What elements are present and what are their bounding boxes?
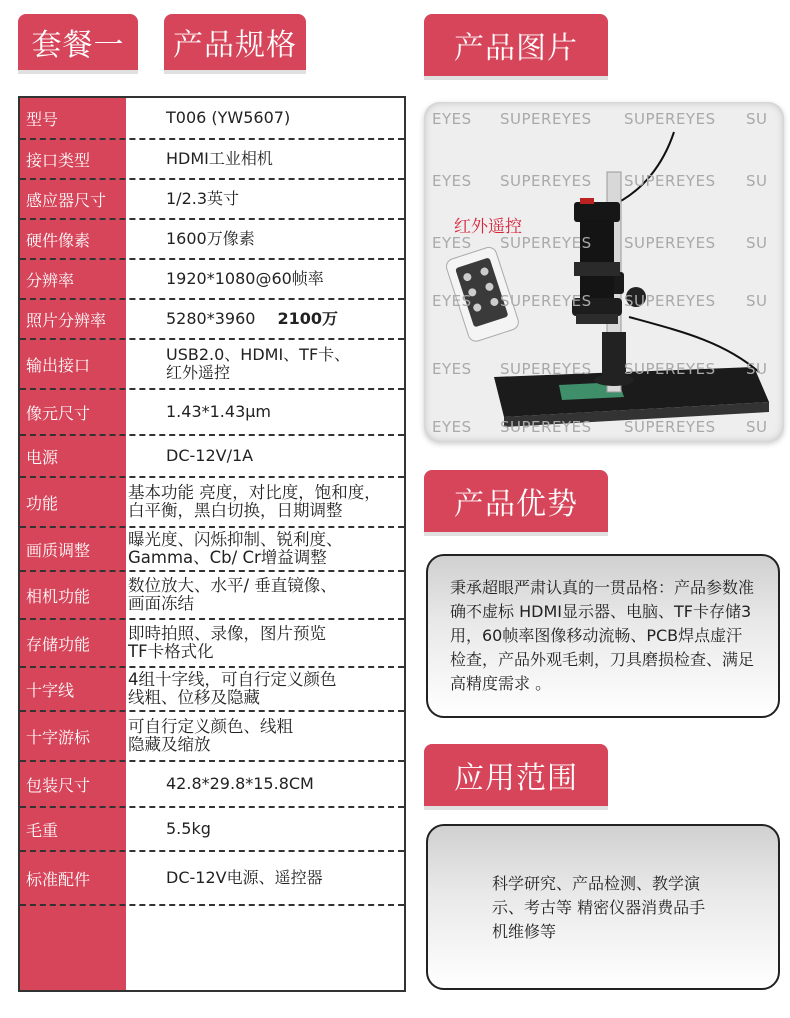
spec-label: 十字线 <box>26 680 75 700</box>
spec-label: 包装尺寸 <box>26 775 91 795</box>
spec-label: 画质调整 <box>26 540 91 560</box>
product-image-panel <box>424 102 784 442</box>
spec-label: 硬件像素 <box>26 230 91 250</box>
spec-label: 毛重 <box>26 820 59 840</box>
watermark-text: EYES <box>432 110 472 128</box>
watermark-text: SU <box>746 172 768 190</box>
watermark-text: SUPEREYES <box>624 418 716 436</box>
tag-package: 套餐一 <box>18 14 138 70</box>
application-text: 科学研究、产品检测、教学演示、考古等 精密仪器消费品手机维修等 <box>492 874 706 941</box>
watermark-text: SUPEREYES <box>500 292 592 310</box>
watermark-text: EYES <box>432 418 472 436</box>
watermark-text: EYES <box>432 172 472 190</box>
spec-value: HDMI工业相机 <box>166 149 273 168</box>
spec-row <box>20 300 404 340</box>
watermark-text: SU <box>746 234 768 252</box>
spec-value: DC-12V电源、遥控器 <box>166 868 323 887</box>
advantage-box <box>426 554 780 718</box>
watermark-text: SUPEREYES <box>624 234 716 252</box>
spec-label: 接口类型 <box>26 150 91 170</box>
spec-value: DC-12V/1A <box>166 446 254 465</box>
spec-label: 十字游标 <box>26 727 91 747</box>
spec-row <box>20 572 404 620</box>
spec-value: 数位放大、水平/ 垂直镜像、 画面冻结 <box>128 576 337 613</box>
spec-value: 曝光度、闪烁抑制、锐利度、 Gamma、Cb/ Cr增益调整 <box>128 530 343 567</box>
spec-row <box>20 436 404 478</box>
watermark-text: SU <box>746 418 768 436</box>
spec-value: 1920*1080@60帧率 <box>166 269 324 288</box>
spec-label: 输出接口 <box>26 355 91 375</box>
spec-row <box>20 478 404 528</box>
spec-value: 1.43*1.43μm <box>166 402 272 421</box>
application-box <box>426 824 780 990</box>
spec-value: 5280*3960 <box>166 309 256 328</box>
watermark-text: EYES <box>432 360 472 378</box>
spec-value: 基本功能 亮度，对比度，饱和度， 白平衡，黑白切换，日期调整 <box>128 483 381 520</box>
watermark-text: SU <box>746 292 768 310</box>
spec-row <box>20 808 404 852</box>
spec-table <box>18 96 406 992</box>
spec-value: 42.8*29.8*15.8CM <box>166 774 314 793</box>
tag-advantage: 产品优势 <box>424 470 608 532</box>
spec-row <box>20 528 404 572</box>
spec-row <box>20 852 404 906</box>
spec-label: 标准配件 <box>26 869 91 889</box>
spec-value: USB2.0、HDMI、TF卡、 红外遥控 <box>166 345 351 382</box>
spec-label: 相机功能 <box>26 586 91 606</box>
microscope-image <box>424 102 784 442</box>
spec-row <box>20 390 404 436</box>
watermark-text: SU <box>746 360 768 378</box>
spec-value: 即時拍照、录像，图片预览 TF卡格式化 <box>128 624 326 661</box>
spec-label: 感应器尺寸 <box>26 190 107 210</box>
spec-value: T006 (YW5607) <box>166 108 291 127</box>
spec-row <box>20 668 404 712</box>
tag-application: 应用范围 <box>424 744 608 806</box>
watermark-text: SUPEREYES <box>500 418 592 436</box>
watermark-text: SUPEREYES <box>624 292 716 310</box>
spec-value: 1600万像素 <box>166 229 255 248</box>
spec-label: 照片分辨率 <box>26 310 107 330</box>
spec-row <box>20 340 404 390</box>
spec-row <box>20 220 404 260</box>
advantage-text: 秉承超眼严肃认真的一贯品格：产品参数准确不虚标 HDMI显示器、电脑、TF卡存储3用，60帧率图像移动流畅、PCB焊点虚汗检查，产品外观毛刺，刀具磨损检查、满足高精度需求 。 <box>450 578 755 693</box>
spec-label: 存储功能 <box>26 634 91 654</box>
watermark-text: SU <box>746 110 768 128</box>
spec-label: 分辨率 <box>26 270 75 290</box>
spec-value: 1/2.3英寸 <box>166 189 240 208</box>
spec-value: 5.5kg <box>166 819 211 838</box>
spec-row <box>20 762 404 808</box>
watermark-text: SUPEREYES <box>500 172 592 190</box>
watermark-text: SUPEREYES <box>624 110 716 128</box>
watermark-text: SUPEREYES <box>624 172 716 190</box>
spec-label: 电源 <box>26 447 59 467</box>
spec-row <box>20 180 404 220</box>
spec-value: 可自行定义颜色、线粗 隐藏及缩放 <box>128 717 293 754</box>
tag-spec: 产品规格 <box>164 14 306 70</box>
spec-value: 4组十字线，可自行定义颜色 线粗、位移及隐藏 <box>128 670 337 707</box>
watermark-text: SUPEREYES <box>500 360 592 378</box>
watermark-text: EYES <box>432 292 472 310</box>
spec-row <box>20 712 404 762</box>
watermark-text: SUPEREYES <box>500 110 592 128</box>
tag-picture: 产品图片 <box>424 14 608 76</box>
spec-row <box>20 620 404 668</box>
watermark-text: EYES <box>432 234 472 252</box>
spec-label: 像元尺寸 <box>26 403 91 423</box>
spec-value-extra: 2100万 <box>277 309 338 328</box>
remote-control-label: 红外遥控 <box>454 217 522 237</box>
watermark-text: SUPEREYES <box>624 360 716 378</box>
spec-row <box>20 140 404 180</box>
spec-label: 型号 <box>26 109 59 129</box>
spec-label: 功能 <box>26 493 59 513</box>
watermark-text: SUPEREYES <box>500 234 592 252</box>
spec-row <box>20 98 404 140</box>
spec-row <box>20 260 404 300</box>
